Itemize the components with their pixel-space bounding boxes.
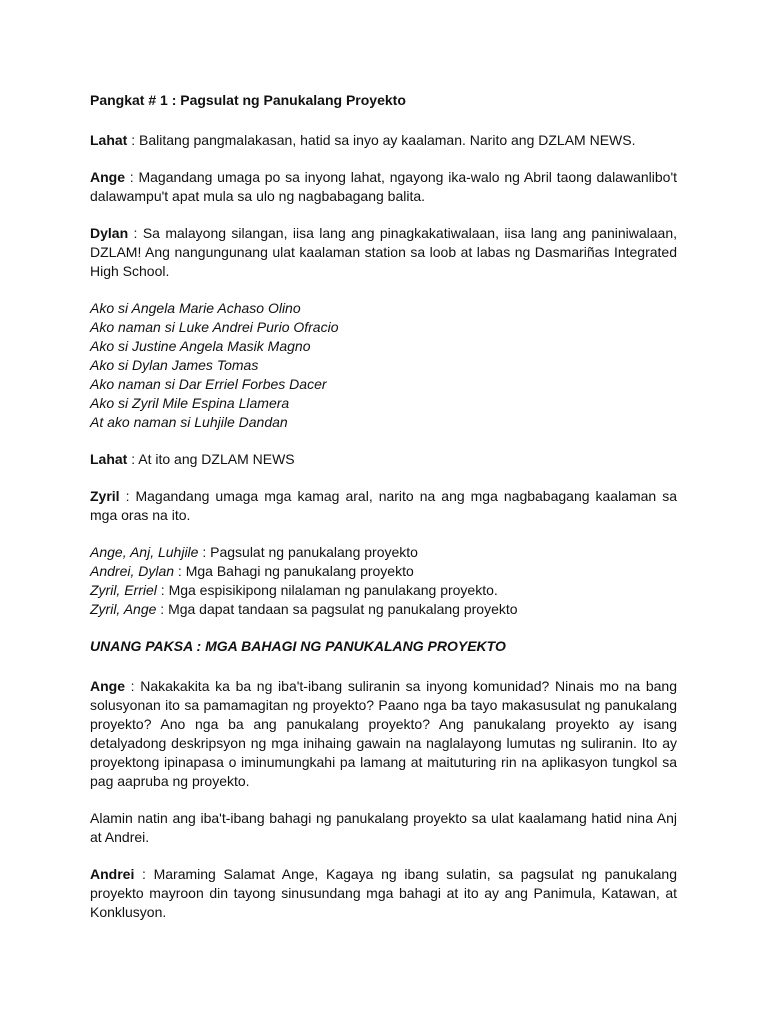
intro-line: Ako si Zyril Mile Espina Llamera [90, 395, 290, 411]
separator: : [127, 451, 139, 467]
intro-line: At ako naman si Luhjile Dandan [90, 414, 288, 430]
intro-line: Ako si Justine Angela Masik Magno [90, 338, 311, 354]
speaker-name: Ange [90, 678, 125, 694]
paragraph-transition: Alamin natin ang iba't-ibang bahagi ng panukalang proyekto sa ulat kaalamang hatid nina Anj at Andrei. [90, 810, 677, 845]
speaker-name: Dylan [90, 225, 129, 241]
separator: : [156, 601, 169, 617]
intro-line: Ako naman si Luke Andrei Purio Ofracio [90, 319, 339, 335]
paragraph-ange-greeting [90, 168, 677, 206]
separator: : [134, 866, 154, 882]
topic-presenters: Andrei, Dylan [90, 563, 175, 579]
paragraph-zyril-greeting [90, 487, 677, 525]
topic-assignments [90, 543, 677, 619]
paragraph-lahat-opening [90, 131, 677, 150]
intro-line: Ako naman si Dar Erriel Forbes Dacer [90, 376, 327, 392]
dialogue-text: Magandang umaga mga kamag aral, narito na ang mga nagbabagang kaalaman sa mga oras na ito. [90, 488, 678, 523]
dialogue-text: Balitang pangmalakasan, hatid sa inyo ay kaalaman. Narito ang DZLAM NEWS. [139, 132, 636, 148]
topic-presenters: Zyril, Ange [90, 601, 157, 617]
separator: : [198, 544, 211, 560]
dialogue-text: Nakakakita ka ba ng iba't-ibang suliranin sa inyong komunidad? Ninais mo na bang solusyonan ito sa pamamagitan ng proyekto? Paano nga ba tayo makasusulat ng panukalang proyekto? Ano nga ba ang panukalang proyekto? Ang panukalang proyekto ay isang detalyadong deskripsyon ng mga inihaing gawain na naglalayong lumutas ng suliranin. Ito ay proyektong ipinapasa o iminumungkahi pa lamang at maituturing rin na aplikasyon tungkol sa pag aapruba ng proyekto. [90, 678, 678, 789]
document-title: Pangkat # 1 : Pagsulat ng Panukalang Proyekto [90, 92, 406, 108]
paragraph-andrei-parts [90, 865, 677, 922]
intro-line: Ako si Angela Marie Achaso Olino [90, 300, 301, 316]
topic-line [90, 543, 677, 562]
separator: : [125, 678, 141, 694]
separator: : [119, 488, 136, 504]
intro-line: Ako si Dylan James Tomas [90, 357, 259, 373]
speaker-name: Lahat [90, 132, 128, 148]
dialogue-text: Magandang umaga po sa inyong lahat, ngayong ika-walo ng Abril taong dalawanlibo't dalawampu't apat mula sa ulo ng nagbabagang balita. [90, 169, 678, 204]
separator: : [127, 132, 140, 148]
separator: : [128, 225, 143, 241]
topic-line [90, 581, 677, 600]
topic-title: Mga dapat tandaan sa pagsulat ng panukalang proyekto [168, 601, 518, 617]
speaker-name: Zyril [90, 488, 120, 504]
speaker-name: Andrei [90, 866, 135, 882]
topic-line [90, 600, 677, 619]
topic-title: Mga espisikipong nilalaman ng panulakang proyekto. [168, 582, 498, 598]
topic-presenters: Ange, Anj, Luhjile [90, 544, 199, 560]
dialogue-text: Maraming Salamat Ange, Kagaya ng ibang sulatin, sa pagsulat ng panukalang proyekto mayroon din tayong sinusundang mga bahagi at ito ay ang Panimula, Katawan, at Konklusyon. [90, 866, 678, 920]
paragraph-lahat-station [90, 450, 677, 469]
topic-line [90, 562, 677, 581]
member-introductions [90, 299, 677, 432]
speaker-name: Lahat [90, 451, 128, 467]
topic-presenters: Zyril, Erriel [90, 582, 157, 598]
dialogue-text: At ito ang DZLAM NEWS [138, 451, 295, 467]
speaker-name: Ange [90, 169, 125, 185]
paragraph-ange-explanation [90, 677, 677, 791]
dialogue-text: Sa malayong silangan, iisa lang ang pinagkakatiwalaan, iisa lang ang paniniwalaan, DZLAM! Ang nangungunang ulat kaalaman station sa loob at labas ng Dasmariñas Integrated High School. [90, 225, 677, 279]
separator: : [125, 169, 139, 185]
paragraph-dylan-intro [90, 224, 677, 281]
separator: : [174, 563, 186, 579]
separator: : [156, 582, 169, 598]
topic-title: Pagsulat ng panukalang proyekto [210, 544, 418, 560]
topic-title: Mga Bahagi ng panukalang proyekto [185, 563, 414, 579]
document-page [90, 91, 677, 940]
section-heading: UNANG PAKSA : MGA BAHAGI NG PANUKALANG PROYEKTO [90, 638, 506, 654]
